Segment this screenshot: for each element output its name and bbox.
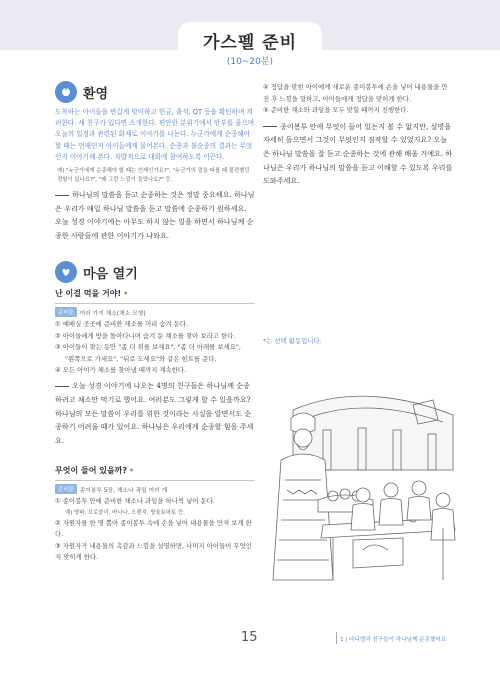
welcome-script: 하나님의 말씀을 듣고 순종하는 것은 정말 중요해요. 하나님은 우리가 매일 하나님 말씀을 듣고 말씀에 순종하기 원하세요. 오늘 성경 이야기에는 아무도 하지 않는 일을 하면서 하나님께 순종한 사람들에 관한 이야기가 나와요.	[55, 190, 255, 240]
activity1-rule	[55, 303, 255, 304]
page-title: 가스펠 준비	[202, 33, 298, 53]
activity2-script: 종이봉투 안에 무엇이 들어 있는지 볼 수 없지만, 설명을 자세히 들으면서 그것이 무엇인지 짐작할 수 있었지요? 오늘은 하나님 말씀을 잘 듣고 순종하는 것에 관해 배울 거예요. 하나님은 우리가 하나님의 말씀을 듣고 이해할 수 있도록 우리를 도와주세요.	[263, 121, 453, 186]
step: ④ 모든 아이가 채소를 찾아낼 때까지 계속한다.	[55, 366, 187, 375]
step: ① 예배실 곳곳에 준비한 채소를 미리 숨겨 둔다.	[55, 320, 189, 329]
optional-note: *는 선택 활동입니다.	[263, 337, 322, 345]
step: ③ 자원자가 내용물의 촉감과 느낌을 설명하면, 나머지 아이들이 무엇인지 맞히게 한다.	[55, 541, 252, 562]
welcome-example: 예) "누군가에게 순종해야 할 때는 언제인가요?", "누군가의 말을 따를 때 불편했던 경험이 있나요?", "왜 그런 느낌이 들었나요?" 등.	[57, 168, 250, 184]
page-title-tab	[178, 22, 322, 68]
step: ② 자원자를 한 명 뽑아 종이봉투 속에 손을 넣어 내용물을 만져 보게 한다.	[55, 518, 252, 539]
welcome-heading	[55, 80, 255, 104]
activity1-script: 오늘 성경 이야기에 나오는 4명의 친구들은 하나님께 순종하려고 채소만 먹기로 했어요. 여러분도 그렇게 할 수 있을까요? 하나님의 모든 말씀이 우리를 위한 것이라는 사실을 알면서도 순종하기 어려울 때가 있어요. 하나님은 우리에게 순종할 힘을 주세요.	[55, 381, 254, 445]
prep-badge: 준비물	[55, 484, 77, 494]
step: ③ 아이들이 찾는 동안 "좀 더 위를 보세요", "좀 더 아래를 보세요",	[55, 343, 241, 352]
lesson-footer: 1 | 다니엘과 친구들이 하나님께 순종했어요	[340, 637, 447, 643]
activity1-title: 난 이걸 먹을 거야! •	[55, 289, 129, 299]
welcome-intro: 도착하는 아이들을 반갑게 맞이하고 헌금, 출석, QT 등을 확인하며 격려한다. 새 친구가 있다면 소개한다. 편안한 분위기에서 안부를 물으며 오늘의 일정과 관련된 화제로 이야기를 나눈다. 누군가에게 순종해야 할 때는 언제인지 아이들에게 물어본다. 순종과 불순종의 결과는 무엇인지 이야기해 본다. 자발적으로 대화에 참여하도록 이끈다.	[55, 108, 255, 161]
activity2-steps	[55, 496, 255, 563]
step: ④ 정답을 맞힌 아이에게 새로운 종이봉투에 손을 넣어 내용물을 만진 후 느낌을 말하고, 아이들에게 정답을 맞히게 한다.	[263, 83, 448, 103]
welcome-title: 환영	[83, 86, 109, 102]
page-number: 15	[241, 630, 258, 645]
step: ② 아이들에게 방을 돌아다니며 숨겨 둔 채소를 찾아 보라고 한다.	[55, 331, 236, 340]
activity1-steps	[55, 319, 255, 376]
step-example: 예) 양파, 브로콜리, 바나나, 오렌지, 방울토마토 등.	[65, 509, 185, 516]
activity2-title: 무엇이 들어 있을까? •	[55, 466, 135, 476]
step: "왼쪽으로 가세요", "뒤로 도세요"와 같은 힌트를 준다.	[65, 354, 217, 363]
activity1-prep: 준비물 여러 가지 채소(채소 모형)	[55, 307, 255, 317]
heart-icon	[55, 261, 77, 283]
footer-divider	[336, 632, 337, 644]
left-column	[55, 80, 255, 563]
right-column	[263, 82, 453, 188]
page-subtitle: (10~20분)	[226, 57, 274, 67]
bible-scene-illustration	[263, 390, 461, 590]
activity2-prep: 준비물 종이봉투 5장, 채소나 과일 여러 개	[55, 484, 255, 494]
heart-heading	[55, 260, 255, 284]
heart-title: 마음 열기	[83, 266, 138, 282]
prep-badge: 준비물	[55, 307, 77, 317]
step: ① 종이봉투 안에 준비한 채소나 과일을 하나씩 넣어 둔다.	[55, 497, 215, 506]
step: ⑤ 준비한 채소와 과일을 모두 맞힐 때까지 진행한다.	[263, 106, 409, 115]
hands-icon	[55, 81, 77, 103]
activity2-rule	[55, 480, 255, 481]
